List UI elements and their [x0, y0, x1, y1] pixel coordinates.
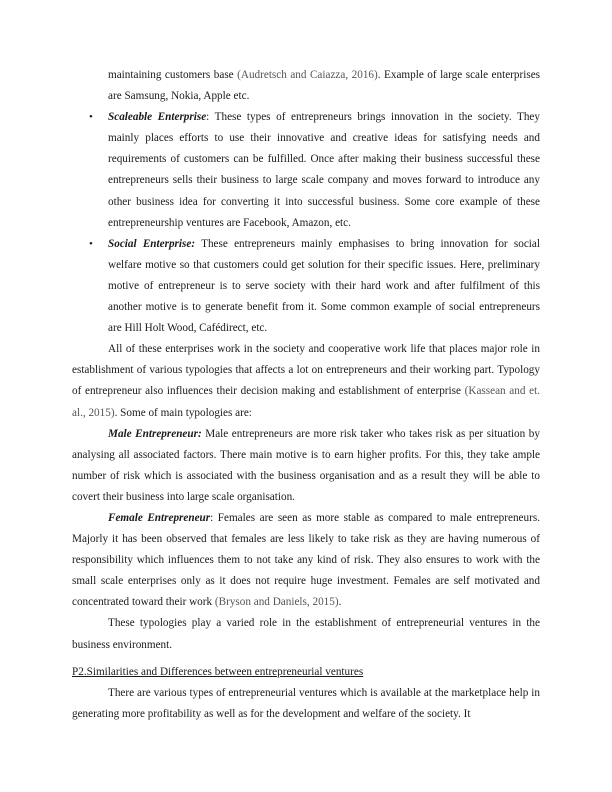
female-entrepreneur-label: Female Entrepreneur — [108, 511, 211, 524]
continuation-text: maintaining customers base — [108, 69, 238, 81]
typology-paragraph — [72, 339, 540, 423]
bullet-label: Scaleable Enterprise — [108, 111, 207, 124]
citation: (Kassean and et. al., 2015) — [72, 385, 541, 419]
female-entrepreneur-text-end: . — [338, 596, 342, 609]
bullet-item-scaleable-enterprise — [72, 107, 540, 234]
typology-text: All of these enterprises work in the society and cooperative work life that places major role in establishment of various typologies that affects a lot on entrepreneurs and their working part. Typology of entrepreneur also influences their decision making and establishment of enterprise — [72, 343, 540, 398]
document-body — [72, 65, 540, 725]
bullet-icon: • — [89, 111, 93, 124]
male-entrepreneur-text: Male entrepreneurs are more risk taker who takes risk as per situation by analysing all associated factors. There main motive is to earn higher profits. For this, they take ample number of risk which is associated with the business organisation and as a result they will be able to covert their business into large scale organisation. — [72, 427, 540, 503]
bullet-label: Social Enterprise: — [108, 237, 196, 250]
bullet-text: : These types of entrepreneurs brings innovation in the society. They mainly places efforts to use their innovative and creative ideas for satisfying needs and requirements of customers can be fulfilled. Once after making their business successful these entrepreneurs sells their business to large scale company and moves forward to introduce any other business idea for converting it into successful business. Some core example of these entrepreneurship ventures are Facebook, Amazon, etc. — [108, 111, 540, 229]
ventures-paragraph: There are various types of entrepreneurial ventures which is available at the marketplace help in generating more profitability as well as for the development and welfare of the society. It — [72, 686, 540, 720]
summary-paragraph: These typologies play a varied role in the establishment of entrepreneurial ventures in the business environment. — [72, 617, 540, 651]
section-heading-p2: P2.Similarities and Differences between entrepreneurial ventures — [72, 665, 364, 678]
bullet-text: These entrepreneurs mainly emphasises to bring innovation for social welfare motive so that customers could get solution for their specific issues. Here, preliminary motive of entrepreneur is to serve society with their hard work and after fulfilment of this another motive is to generate benefit from it. Some common example of social entrepreneurs are Hill Holt Wood, Cafédirect, etc. — [108, 237, 540, 335]
typology-text-end: . Some of main typologies are: — [114, 406, 252, 419]
male-entrepreneur-paragraph — [72, 424, 540, 508]
male-entrepreneur-label: Male Entrepreneur: — [108, 427, 202, 440]
bullet-item-social-enterprise — [72, 234, 540, 339]
female-entrepreneur-text: : Females are seen as more stable as compared to male entrepreneurs. Majorly it has been observed that females are less likely to take risk as they are having numerous of responsibility which influences them to not take any kind of risk. They also ensures to work with the small scale enterprises only as it does not require huge investment. Females are self motivated and concentrated toward their work — [72, 511, 540, 609]
bullet-icon: • — [89, 237, 93, 250]
continuation-text-end: . Example of large scale enterprises are Samsung, Nokia, Apple etc. — [108, 69, 541, 103]
female-entrepreneur-paragraph — [72, 508, 540, 613]
continuation-paragraph — [72, 65, 540, 107]
citation: (Bryson and Daniels, 2015) — [214, 596, 339, 609]
citation: (Audretsch and Caiazza, 2016) — [237, 69, 378, 81]
